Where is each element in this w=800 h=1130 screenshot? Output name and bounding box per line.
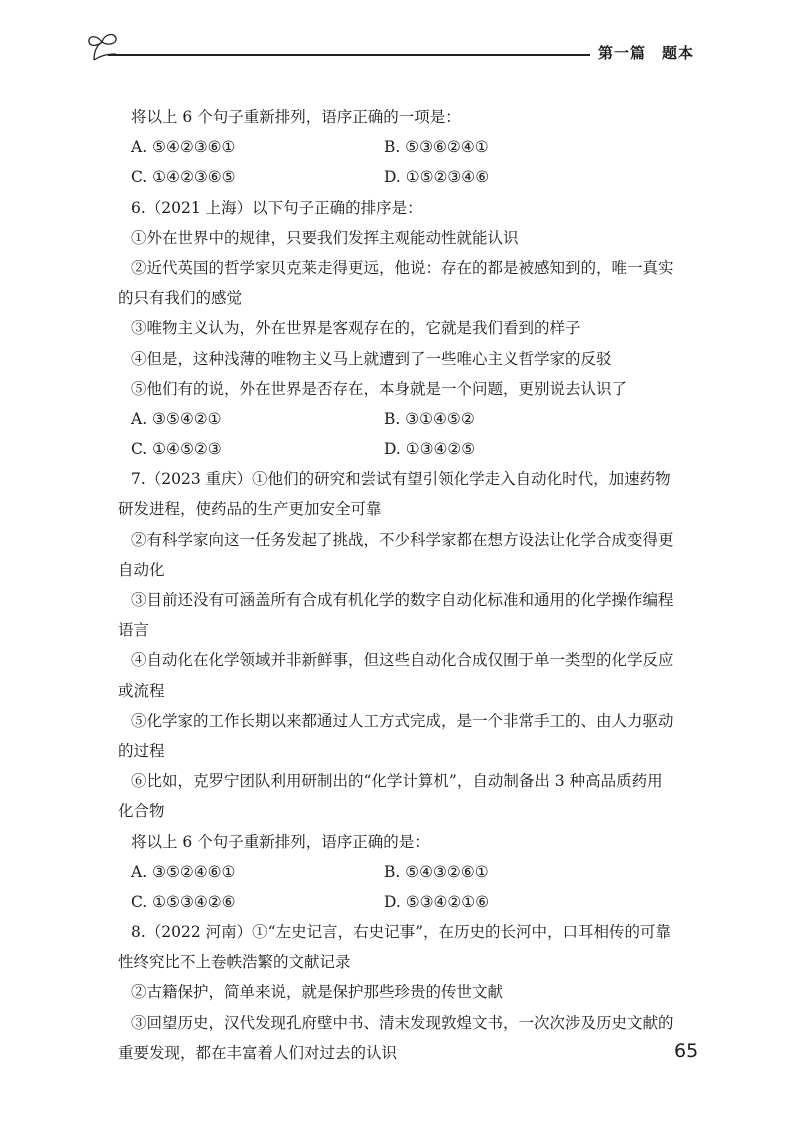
section-title: 第一篇 题本 (598, 44, 695, 62)
option-d: D. ⑤③④②①⑥ (384, 892, 490, 911)
question-text (118, 102, 698, 1068)
sentence-line: ⑥比如，克罗宁团队利用研制出的“化学计算机”，自动制备出 3 种高品质药用 (131, 772, 663, 791)
question-prompt: 将以上 6 个句子重新排列，语序正确的是： (131, 832, 430, 851)
sentence-line: 自动化 (118, 560, 165, 579)
sentence-line: 或流程 (118, 681, 165, 700)
options-row (118, 132, 698, 162)
sentence-line: 的只有我们的感觉 (118, 289, 243, 308)
question-prompt: 将以上 6 个句子重新排列，语序正确的一项是： (131, 108, 461, 126)
option-c: C. ①④②③⑥⑤ (131, 168, 236, 187)
sentence-line: ②近代英国的哲学家贝克莱走得更远，他说：存在的都是被感知到的，唯一真实 (131, 258, 674, 277)
header-rule (108, 54, 590, 56)
page-number: 65 (674, 1040, 699, 1062)
page-header (86, 30, 706, 70)
option-d: D. ①⑤②③④⑥ (384, 168, 490, 187)
sentence-line: ⑤化学家的工作长期以来都通过人工方式完成，是一个非常手工的、由人力驱动 (131, 711, 674, 730)
option-b: B. ⑤④③②⑥① (384, 862, 489, 881)
sentence-line: ②有科学家向这一任务发起了挑战，不少科学家都在想方设法让化学合成变得更 (131, 530, 674, 549)
sentence-line: 语言 (118, 621, 150, 640)
options-row (118, 857, 698, 887)
option-a: A. ③⑤②④⑥① (131, 862, 236, 881)
question-7-heading: 7.（2023 重庆）①他们的研究和尝试有望引领化学走入自动化时代，加速药物 (131, 470, 671, 489)
question-8-heading: 8.（2022 河南）①“左史记言，右史记事”，在历史的长河中，口耳相传的可靠 (131, 923, 672, 942)
sentence-line: ③目前还没有可涵盖所有合成有机化学的数字自动化标准和通用的化学操作编程 (131, 591, 674, 609)
options-row (118, 162, 698, 192)
sentence-line: ②古籍保护，简单来说，就是保护那些珍贵的传世文献 (131, 983, 504, 1002)
sentence-line: ④但是，这种浅薄的唯物主义马上就遭到了一些唯心主义哲学家的反驳 (131, 349, 612, 368)
option-a: A. ⑤④②③⑥① (131, 138, 236, 157)
sentence-line: ③唯物主义认为，外在世界是客观存在的，它就是我们看到的样子 (131, 319, 581, 338)
sprout-icon (86, 30, 126, 64)
options-row (118, 404, 698, 434)
option-c: C. ①④⑤②③ (131, 440, 222, 459)
sentence-line: 性终究比不上卷帙浩繁的文献记录 (118, 953, 351, 972)
sentence-line: ③回望历史，汉代发现孔府壁中书、清末发现敦煌文书，一次次涉及历史文献的 (131, 1013, 674, 1032)
sentence-line: 的过程 (118, 741, 165, 760)
option-b: B. ③①④⑤② (384, 409, 475, 428)
option-b: B. ⑤③⑥②④① (384, 138, 489, 157)
question-6-heading: 6.（2021 上海）以下句子正确的排序是： (131, 198, 423, 217)
sentence-line: ④自动化在化学领域并非新鲜事，但这些自动化合成仅囿于单一类型的化学反应 (131, 651, 674, 670)
sentence-line: ⑤他们有的说，外在世界是否存在，本身就是一个问题，更别说去认识了 (131, 379, 628, 398)
options-row (118, 887, 698, 917)
option-c: C. ①⑤③④②⑥ (131, 892, 236, 911)
sentence-line: 重要发现，都在丰富着人们对过去的认识 (118, 1043, 398, 1062)
sentence-line: 研发进程，使药品的生产更加安全可靠 (118, 500, 382, 519)
sentence-line: 化合物 (118, 802, 165, 821)
sentence-line: ①外在世界中的规律，只要我们发挥主观能动性就能认识 (131, 228, 519, 247)
option-d: D. ①③④②⑤ (384, 440, 476, 459)
options-row (118, 434, 698, 464)
option-a: A. ③⑤④②① (131, 409, 222, 428)
